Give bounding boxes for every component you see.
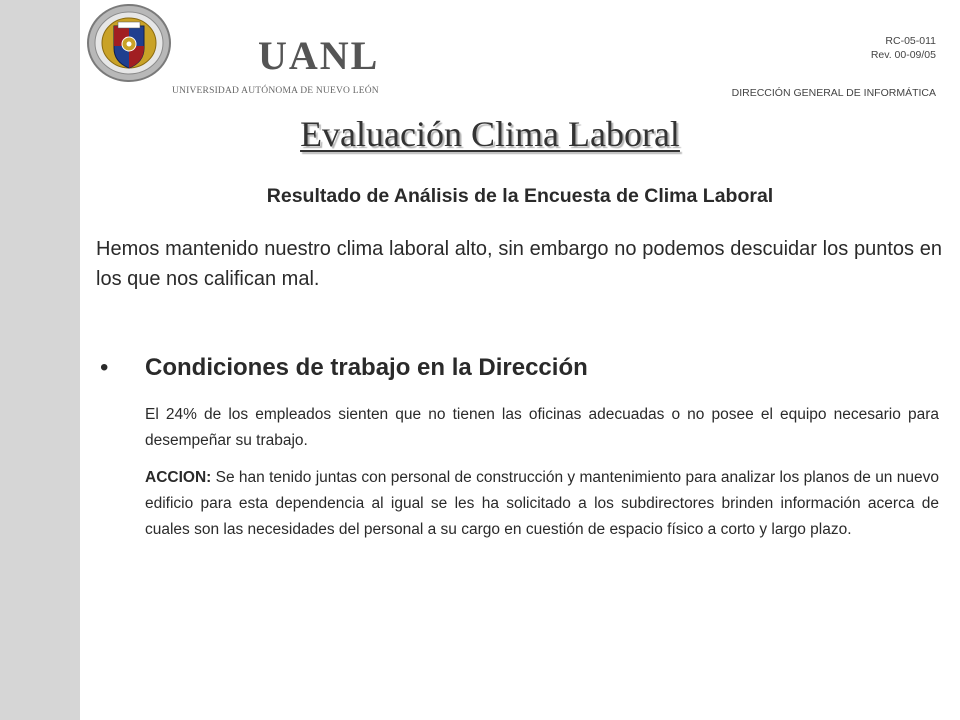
uanl-logo [84, 2, 380, 98]
page-subtitle: Resultado de Análisis de la Encuesta de Clima Laboral [266, 185, 774, 207]
university-name: UNIVERSIDAD AUTÓNOMA DE NUEVO LEÓN [172, 86, 379, 96]
action-text: Se han tenido juntas con personal de construcción y mantenimiento para analizar los planos de un nuevo edificio para esta dependencia al igual se les ha solicitado a los subdirectores brinden información acerca de cuales son las necesidades del personal a su cargo en cuestión de espacio físico a corto y largo plazo. [145, 469, 939, 538]
document-code: RC-05-011 [885, 35, 936, 47]
document-revision: Rev. 00-09/05 [870, 49, 936, 61]
intro-paragraph: Hemos mantenido nuestro clima laboral alto, sin embargo no podemos descuidar los puntos en los que nos califican mal. [96, 238, 942, 290]
page-title: Evaluación Clima Laboral [300, 114, 680, 154]
action-label: ACCION: [145, 469, 212, 486]
university-seal-icon [84, 2, 174, 84]
bullet-marker: • [100, 354, 109, 381]
finding-paragraph: El 24% de los empleados sienten que no tienen las oficinas adecuadas o no posee el equipo necesario para desempeñar su trabajo. [145, 406, 939, 449]
document-code-block [871, 34, 936, 62]
uanl-wordmark: UANL [258, 33, 380, 78]
section-heading: Condiciones de trabajo en la Dirección [145, 354, 588, 381]
action-paragraph [145, 465, 939, 543]
department-name: DIRECCIÓN GENERAL DE INFORMÁTICA [731, 87, 936, 99]
left-sidebar-bar [0, 0, 80, 720]
